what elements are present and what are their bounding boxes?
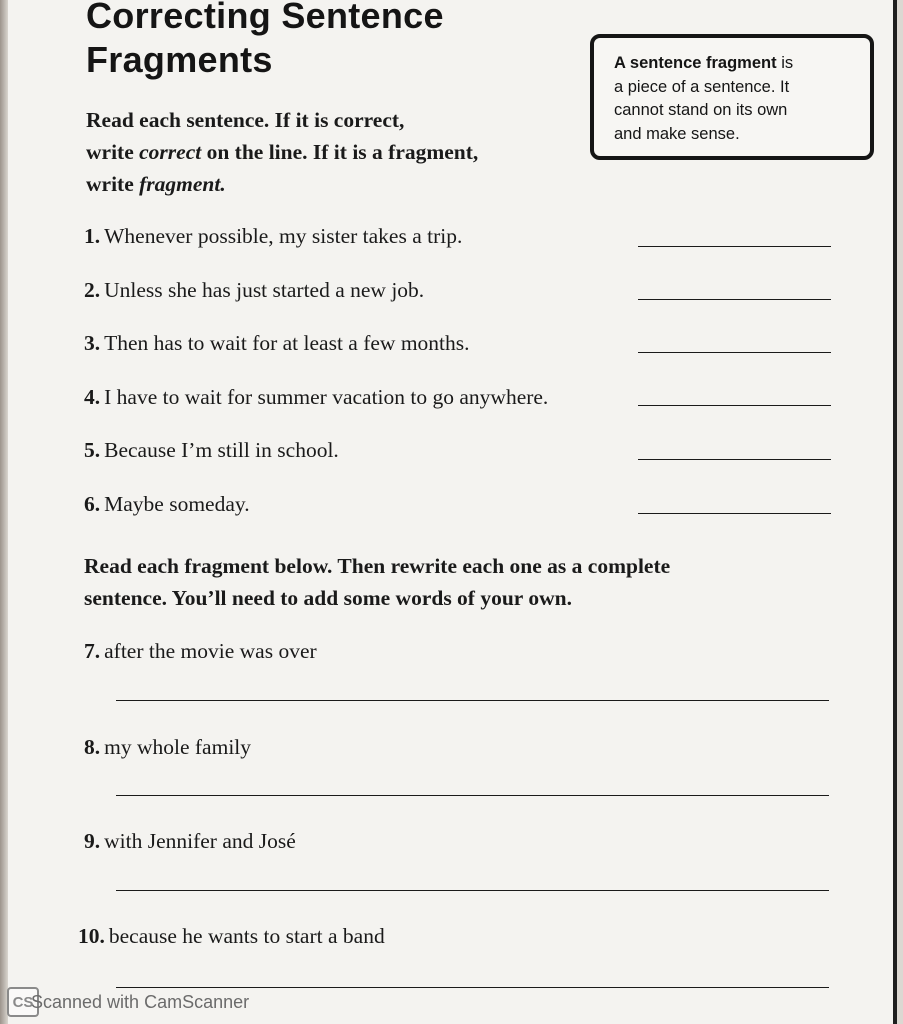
question-10 [78, 923, 385, 949]
question-number: 7. [84, 639, 101, 663]
page-left-edge [0, 0, 8, 1024]
worksheet-title [86, 0, 444, 82]
question-text: Because I’m still in school. [104, 438, 339, 462]
answer-line-1[interactable] [638, 246, 831, 247]
question-7 [84, 638, 317, 664]
watermark-text: Scanned with CamScanner [31, 991, 250, 1012]
camscanner-logo-icon: CS [7, 987, 39, 1017]
definition-text-2: a piece of a sentence. It [614, 77, 790, 96]
instructions-part-2 [84, 550, 784, 614]
title-line-2: Fragments [86, 39, 273, 80]
question-text: Whenever possible, my sister takes a trip. [104, 224, 463, 248]
question-text: Then has to wait for at least a few months. [104, 331, 470, 355]
question-5 [84, 437, 339, 463]
instructions-part-1 [86, 104, 556, 200]
definition-term: A sentence fragment [614, 54, 777, 72]
answer-line-4[interactable] [638, 405, 831, 406]
question-3 [84, 330, 470, 356]
question-1 [84, 223, 462, 249]
instructions2-line-2: sentence. You’ll need to add some words of your own. [84, 586, 572, 610]
answer-line-3[interactable] [638, 352, 831, 353]
instructions-word-correct: correct [139, 140, 202, 164]
instructions-line-2-start: write [86, 140, 140, 164]
title-line-1: Correcting Sentence [86, 0, 444, 36]
question-8 [84, 734, 251, 760]
page-gutter [897, 0, 903, 1024]
question-number: 6. [84, 492, 101, 516]
answer-line-2[interactable] [638, 299, 831, 300]
instructions-line-2-end: on the line. If it is a fragment, [201, 140, 479, 164]
question-number: 5. [84, 438, 101, 462]
question-text: with Jennifer and José [104, 829, 296, 853]
question-4 [84, 384, 548, 410]
instructions-word-fragment: fragment. [139, 172, 226, 196]
definition-text-3: cannot stand on its own [614, 101, 788, 119]
answer-line-7[interactable] [116, 700, 829, 701]
camscanner-watermark [7, 985, 249, 1019]
question-number: 3. [84, 331, 101, 355]
question-number: 1. [84, 224, 101, 248]
question-text: Maybe someday. [104, 492, 250, 516]
question-text: because he wants to start a band [108, 924, 385, 948]
answer-line-9[interactable] [116, 890, 829, 891]
question-number: 4. [84, 385, 101, 409]
question-text: I have to wait for summer vacation to go anywhere. [104, 385, 549, 409]
answer-line-6[interactable] [638, 513, 831, 514]
answer-line-8[interactable] [116, 795, 829, 796]
question-text: my whole family [104, 735, 252, 759]
question-number: 2. [84, 278, 101, 302]
definition-text-4: and make sense. [614, 124, 740, 143]
question-number: 10. [78, 924, 105, 948]
question-number: 8. [84, 735, 101, 759]
question-2 [84, 277, 424, 303]
instructions-line-3-start: write [86, 172, 140, 196]
question-6 [84, 491, 250, 517]
question-text: Unless she has just started a new job. [104, 278, 425, 302]
instructions-line-1: Read each sentence. If it is correct, [86, 108, 405, 132]
question-number: 9. [84, 829, 101, 853]
definition-text-1: is [776, 54, 794, 72]
instructions2-line-1: Read each fragment below. Then rewrite each one as a complete [84, 554, 671, 578]
question-9 [84, 828, 296, 854]
question-text: after the movie was over [104, 639, 317, 663]
answer-line-5[interactable] [638, 459, 831, 460]
definition-box [590, 34, 874, 160]
